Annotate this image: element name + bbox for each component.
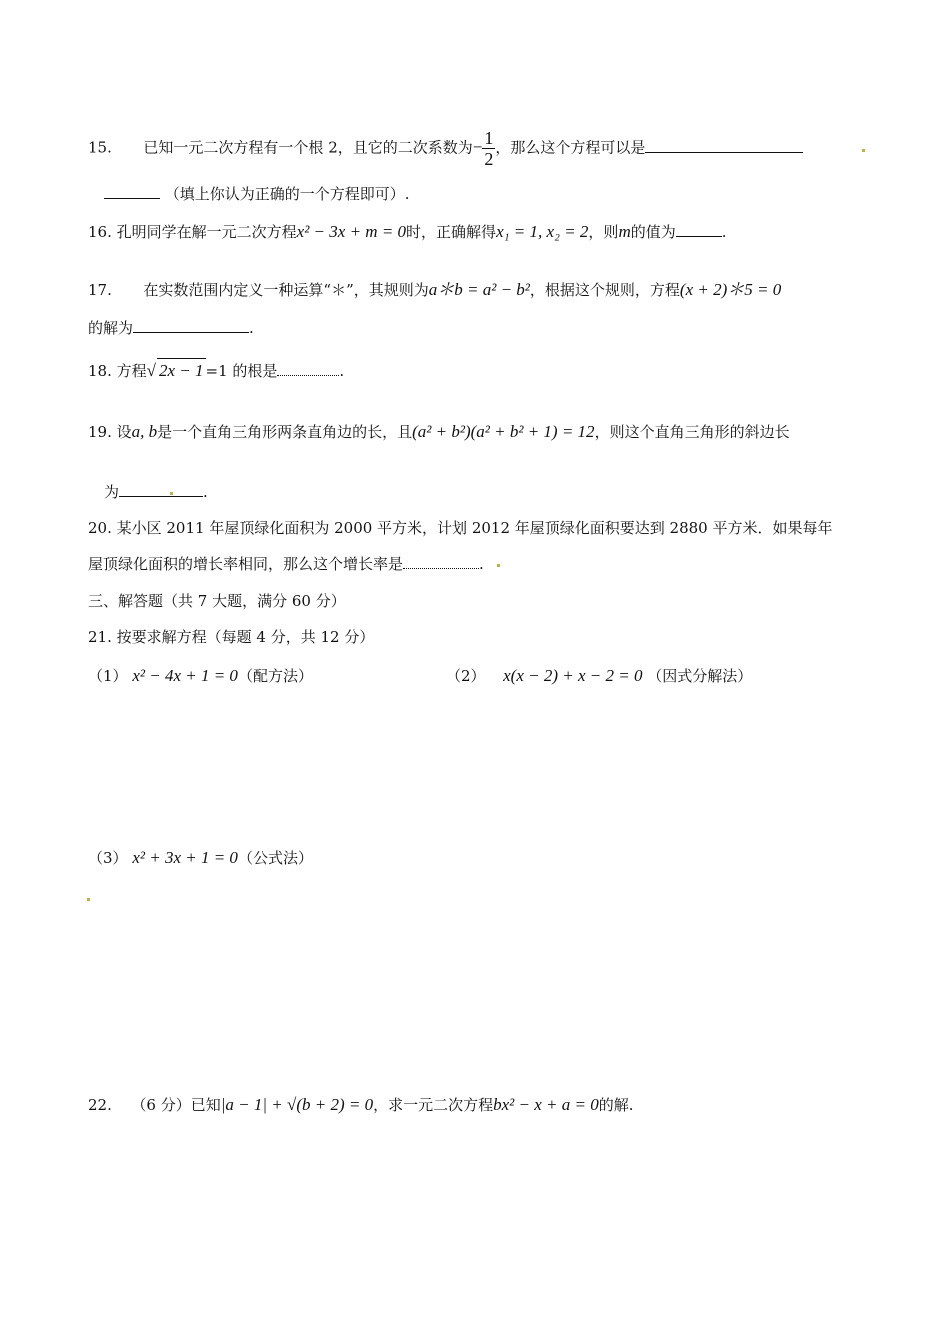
section-heading: 三、解答题（共 7 大题，满分 60 分）: [88, 592, 346, 610]
q19-text: ，则这个直角三角形的斜边长: [594, 423, 790, 441]
q17-line2: [88, 316, 254, 340]
fraction: $\frac{1}{2}$: [484, 128, 494, 169]
question-number: 17.: [88, 281, 112, 299]
answer-blank[interactable]: [133, 318, 249, 333]
answer-blank[interactable]: [119, 482, 203, 497]
radicand: 2x − 1: [157, 358, 206, 383]
equation: (x + 2)＊5 = 0: [679, 280, 782, 299]
q20-line1: 20. 某小区 2011 年屋顶绿化面积为 2000 平方米，计划 2012 年屋顶绿化面积要达到 2880 平方米．如果每年: [88, 519, 833, 537]
q16-text: 的值为: [630, 223, 676, 241]
q18-text: 18. 方程: [88, 362, 147, 380]
method-label: （公式法）: [237, 849, 313, 867]
q15-line1: [88, 128, 803, 169]
q19-text: 为: [104, 483, 120, 501]
q17-text: ，根据这个规则，方程: [529, 281, 680, 299]
method-label: （配方法）: [237, 667, 313, 685]
q18-line: [88, 358, 344, 383]
period: .: [721, 223, 727, 241]
q15-text: 已知一元二次方程有一个根 2，且它的二次系数为: [143, 138, 473, 157]
q22-text: （6 分）已知: [131, 1096, 221, 1114]
q16-text: 孔明同学在解一元二次方程: [116, 223, 297, 241]
q18-text: =1 的根是: [205, 362, 278, 380]
part-label: （3）: [88, 849, 128, 867]
rule: a＊b = a² − b²: [428, 280, 530, 299]
q19-text: 是一个直角三角形两条直角边的长，且: [157, 423, 413, 441]
q20-line2: [88, 552, 484, 576]
q22-text: 的解.: [598, 1096, 634, 1114]
q22-text: ，求一元二次方程: [373, 1096, 494, 1114]
sqrt-sign: √: [146, 361, 156, 380]
equation: x² + 3x + 1 = 0: [132, 848, 238, 867]
variables: a, b: [131, 422, 158, 441]
equation: bx² − x + a = 0: [493, 1095, 599, 1114]
answer-blank[interactable]: [403, 554, 479, 569]
period: .: [249, 319, 254, 337]
answer-blank[interactable]: [676, 222, 722, 237]
equation: x² − 4x + 1 = 0: [132, 666, 238, 685]
answer-blank[interactable]: [277, 361, 339, 376]
method-label: （因式分解法）: [647, 667, 753, 685]
q15-line2: [104, 182, 410, 206]
minus-sign: −: [472, 137, 483, 157]
q19-line1: [88, 420, 790, 444]
variable: m: [618, 222, 631, 241]
q22-line: [88, 1093, 634, 1117]
part-label: （2）: [446, 667, 486, 685]
q15-text: ，那么这个方程可以是: [495, 138, 646, 157]
period: .: [479, 555, 484, 573]
q17-line1: [88, 278, 781, 302]
question-number: 15.: [88, 138, 112, 157]
speck: [170, 492, 173, 495]
speck: [87, 898, 90, 901]
q20-text: 屋顶绿化面积的增长率相同，那么这个增长率是: [88, 555, 404, 573]
equation: x(x − 2) + x − 2 = 0: [503, 666, 643, 685]
speck: [497, 564, 500, 567]
speck: [862, 149, 865, 152]
q19-text: 19. 设: [88, 423, 132, 441]
q15-text: （填上你认为正确的一个方程即可）.: [164, 185, 410, 203]
q21-part1: [88, 664, 313, 688]
period: .: [339, 362, 345, 380]
question-number: 22.: [88, 1096, 112, 1114]
period: .: [203, 483, 208, 501]
question-number: 16.: [88, 223, 112, 241]
condition: |a − 1| + √(b + 2) = 0: [220, 1095, 374, 1114]
q16-text: ，则: [588, 223, 619, 241]
equation: x² − 3x + m = 0: [296, 222, 407, 241]
equation: (a² + b²)(a² + b² + 1) = 12: [412, 422, 595, 441]
q17-text: 的解为: [88, 319, 134, 337]
q17-text: 在实数范围内定义一种运算“＊”，其规则为: [143, 281, 429, 299]
part-label: （1）: [88, 667, 128, 685]
answer-blank[interactable]: [645, 138, 803, 153]
q16-line: [88, 220, 727, 244]
q21-part3: [88, 846, 313, 870]
q21-part2: [446, 664, 752, 688]
q19-line2: [104, 480, 208, 504]
answer-blank[interactable]: [104, 184, 160, 199]
roots: x₁ = 1, x₂ = 2: [496, 222, 589, 241]
q21-title: 21. 按要求解方程（每题 4 分，共 12 分）: [88, 628, 375, 646]
q16-text: 时，正确解得: [406, 223, 497, 241]
